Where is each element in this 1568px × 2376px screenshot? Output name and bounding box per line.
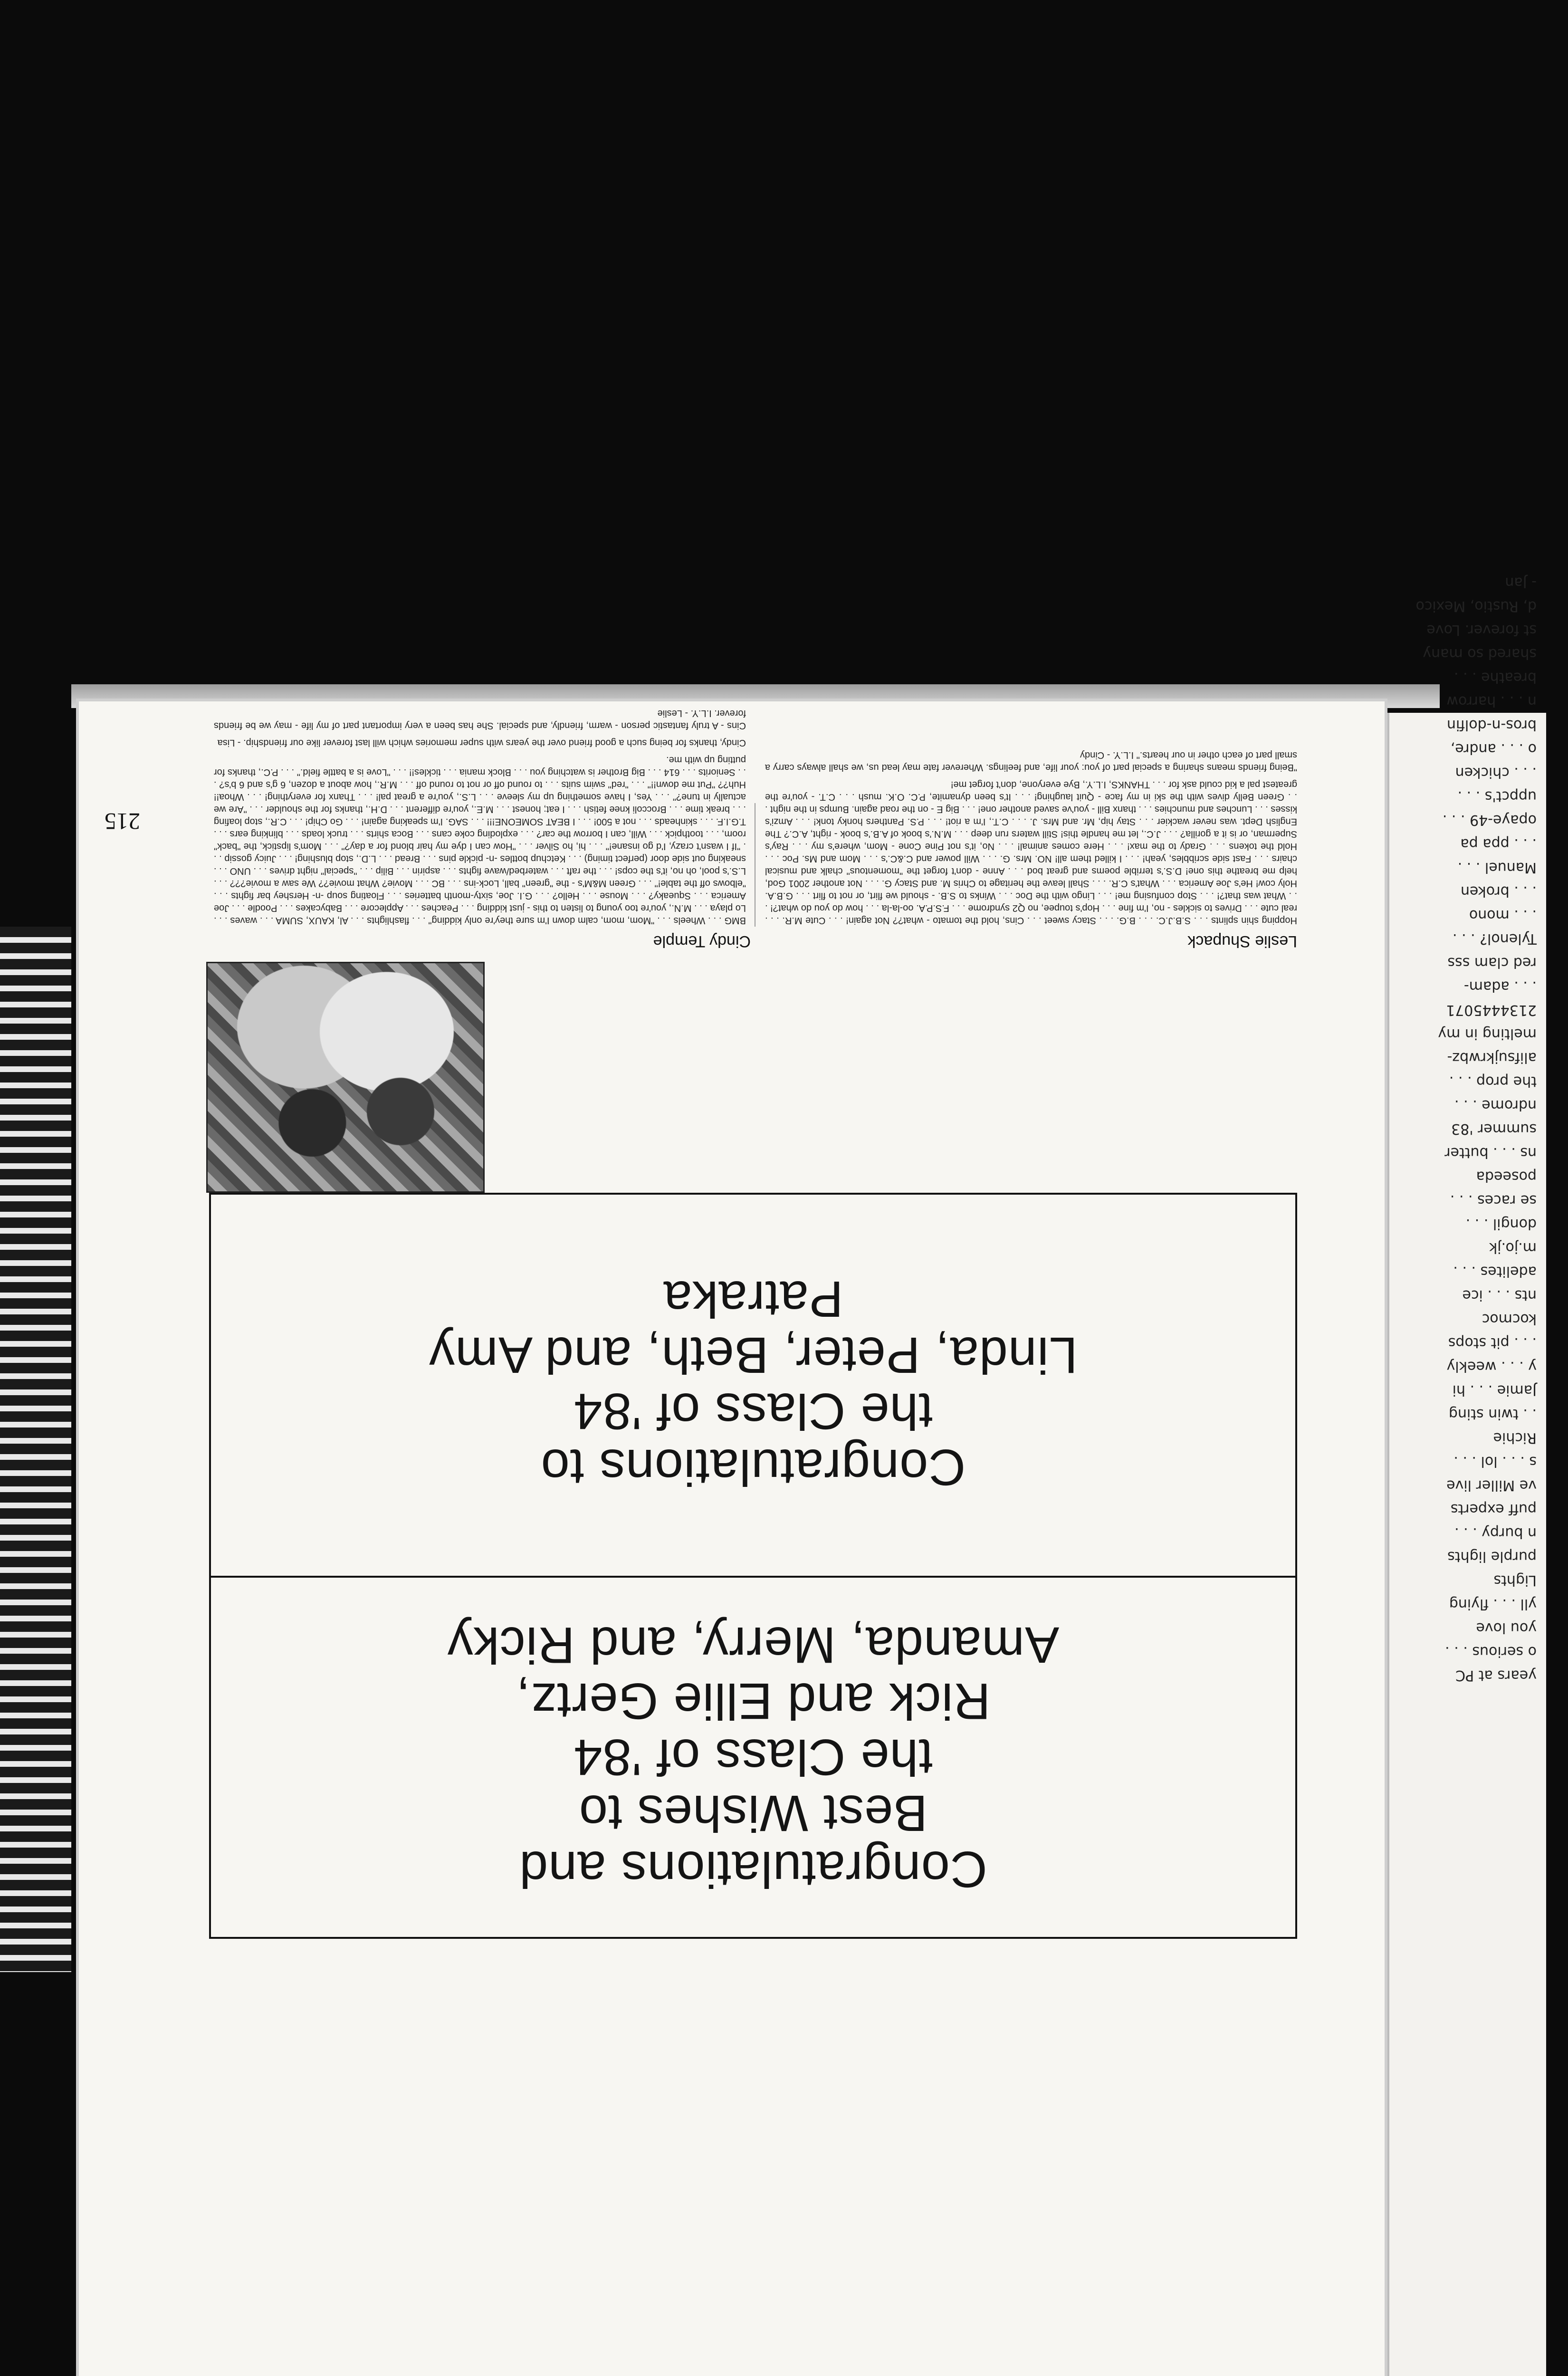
facing-page-line: 2134445071 [1446,1002,1537,1018]
page-number: 215 [105,808,140,835]
facing-page-line: alifsujkrwbz- [1447,1049,1537,1066]
tribute-paragraph: Cins - A truly fantastic person - warm, friendly, and special. She has been a very important part of my life - may we be friends forever. I.L.Y. - Leslie [214,708,746,731]
facing-page-line: years at PC [1455,1667,1537,1684]
tribute-paragraph: BMG . . . Wheels . . . "Mom, mom, calm down I'm sure they're only kidding" . . . flashlights . . . Al, KAUX, SUMA . . . waves . . . Lo playa . . . M.N., you're too young to listen to this - just kidding . . . Peaches . . . Applecore . . . Babycakes . . . Poodle . . . Joe America . . . Squeaky? . . . Mouse . . . Hello? . . . G.I. Joe, sixty-month batteries . . . Floating soup -n- Hershey bar fights . . . "elbows off the table!" . . . Green M&M's - the "green" ball, Lock-ins . . . BC . . . Movie? What movie?? We saw a movie??? . . . L.S.'s pool, oh no, it's the cops! . . . the raft . . . waterbed/wave fights . . . aspirin . . . Bilip . . . "special" night drives . . . UNO . . . sneaking out side door (perfect timing) . . . Ketchup bottles -n- pickle pins . . . Bread . . . L.D., stop blushing! . . . Juicy gossip . . . "If I wasn't crazy, I'd go insane!" . . . hi, ho Silver . . . "How can I dye my hair blond for a day?" . . . Mom's lipstick, the "back" room, . . . toothpick . . . Will, can I borrow the car? . . . exploding coke cans . . . Boca shirts . . . truck loads . . . blinking ears . . . T.G.I.F. . . . skinheads . . . not a 500! . . . I BEAT SOMEONE!!! . . . SAG. I'm speaking again! . . . Go Chip! . . . C.R., stop loafing . . . break time . . . Broccoli knee fetish . . . I eat; honest . . . M.E., you're different . . . D.H., thanks for the shoulder . . . "Are we actually in tune?" . . . Yes, I have something up my sleeve . . . L.S., you're a great pal! . . . Thanx for everything! . . . Whoa!! Huh?? "Put me down!!" . . . "red" swim suits . . . to round off or not to round off . . . M.R., how about a dozen, 6 g's and 6 b's? . . . Seniorits . . . 614 . . . Big Brother is watching you . . . Block mania . . . tickles!! . . . "Love is a battle field." . . . P.C., thanks for putting up with me. [214,755,746,926]
tribute-column-left [765,744,1297,927]
facing-page-line: y . . . weekly [1446,1358,1537,1375]
facing-page-line: Jamie . . . hi [1452,1382,1537,1399]
facing-page-line: s . . . lol . . . [1453,1453,1537,1470]
facing-page [1387,574,1546,2376]
ad-line: Congratulations to [540,1439,966,1496]
facing-page-line: . . . broken [1460,883,1537,900]
facing-page-line: n . . . harrow [1446,693,1537,709]
facing-page-line: d, Rustio, Mexico [1415,598,1537,614]
facing-page-line: Richie [1493,1429,1537,1446]
facing-page-line: shared so many [1423,645,1537,662]
facing-page-line: o . . . andre, [1450,740,1537,757]
ad-line: Rick and Ellie Gertz, [516,1673,991,1730]
ad-line: Amanda, Merry, and Ricky [447,1617,1060,1674]
yearbook-page [76,699,1387,2376]
ad-line: Congratulations and [519,1841,987,1898]
ad-line: Best Wishes to [578,1785,928,1842]
ad-gertz [211,1576,1295,1937]
facing-page-line: ns . . . butter [1444,1144,1537,1161]
facing-page-line: - Jan [1505,574,1537,591]
tribute-paragraph: Hopping shin splints . . . S.B.J.C. . . . B.G. . . . Stacy sweet . . . Cins, hold the tomato - what?? Not again! . . . Cute M.R. . . . real cute . . . Drives to sickles - no, I'm fine . . . Hop's toupee, no Q2 syndrome . . . F.S.P.A. oo-la-la . . . how do you do what?! . . . What was that?! . . . Stop confusing me! . . . Lingo with the Doc . . . Winks to S.B. - should we flirt, or not to flirt . . . G.B.A. Holy cow! He's Joe America . . . What's C.R. . . . Shall leave the heritage to Chris M. and Stacy G. . . . Not another 2001 God, help me breathe this one! D.S.'s terrible poems and great bod . . . Anne - don't forget the "momentous" chalk and musical chairs . . . Fast side scribbles, yeah! . . . I killed them all! NO. Mrs. G. . . . Will power and C.&C.'s . . . Mom and Ms. Poc . . . Hold the tokens . . . Grady to the max! . . . Here comes animal! . . . No, it's not Pine Cone - Mom, where's my . . . Ray's Superman, or is it a gorilla? . . . J.C., let me handle this! Still waters run deep . . . M.N.'s book of A.B.'s book - right, A.C.? The English Dept. was never wackier . . . Stay hip, Mr. and Mrs. J. . . . C.T., I'm a riot! . . . P.S. Panthers honky tonk! . . . Amzi's kisses . . . Lunches and munchies . . . thanx Bill - you've saved another one! . . . Big E - on the road again. Bumps in the night . . . Green Belly dives with the ski in my face - Quit laughing! . . . It's been dynamite, P.C. O.K. mush . . . C.T. - you're the greatest pal a kid could ask for . . . THANKS, I.L.Y., Bye everyone, don't forget me! [765,779,1297,926]
caption-cindy: Cindy Temple [653,932,751,950]
facing-page-line: . . . chicken [1455,764,1537,781]
facing-page-line: melting in my [1438,1025,1537,1042]
ad-line: the Class of '84 [573,1729,933,1786]
facing-page-line: o serious . . . [1445,1643,1537,1660]
facing-page-line: . . . pit stops [1448,1334,1537,1351]
ad-patraka [211,1191,1295,1576]
facing-page-line: uppct's . . . [1457,788,1537,805]
caption-leslie: Leslie Shupack [1187,932,1297,950]
facing-page-line: puff experts [1450,1501,1537,1517]
facing-page-line: ndrome . . . [1454,1097,1537,1113]
facing-page-line: . . twin sting [1448,1406,1537,1422]
tribute-column-right [214,702,746,927]
facing-page-line: kocmoc [1482,1311,1537,1327]
tribute-section [209,708,1297,1193]
facing-page-line: . . . mono [1469,907,1537,923]
ad-line: Linda, Peter, Beth, and Amy [429,1327,1078,1384]
facing-page-line: Tylenol? . . . [1452,930,1537,947]
facing-page-line: purple lights [1447,1548,1537,1565]
facing-page-line: the prop . . . [1449,1073,1537,1090]
binding-strip [0,927,71,1972]
facing-page-line: red clam sss [1447,954,1537,971]
facing-page-line: se races . . . [1450,1192,1537,1208]
facing-page-line: . . . adam- [1463,978,1537,995]
facing-page-line: m.jo.jk [1489,1239,1537,1256]
facing-page-line: n burpy . . . [1454,1524,1537,1541]
ad-line: the Class of '84 [573,1383,933,1440]
facing-page-line: Lights [1493,1572,1537,1589]
facing-page-line: poseeda [1476,1168,1537,1185]
facing-page-line: summer '83 [1451,1121,1537,1137]
facing-page-line: adelites . . . [1453,1263,1537,1280]
facing-page-line: opaye-49 . . . [1442,812,1537,828]
rotated-page-content [76,699,1387,2376]
facing-page-line: yll . . . flying [1449,1596,1537,1612]
facing-page-line: nts . . . ice [1462,1287,1537,1303]
facing-page-line: you love [1476,1619,1537,1636]
facing-page-line: breathe . . . [1453,669,1537,686]
ad-stack [209,1193,1297,1939]
facing-page-line: Manuel . . . [1457,859,1537,876]
facing-page-line: dongil . . . [1465,1216,1537,1232]
tribute-paragraph: "Being friends means sharing a special part of you: your life, and feelings. Wherever fate may lead us, we shall always carry a small part of each other in our hearts." I.L.Y. - Cindy [765,750,1297,773]
facing-page-line: st forever. Love [1426,622,1537,638]
tribute-photo [206,962,485,1193]
ad-line: Patraka [663,1271,843,1328]
facing-page-line: ve Miller live [1446,1477,1537,1494]
facing-page-line: . . . ppa pa [1460,835,1537,852]
tribute-paragraph: Cindy, thanks for being such a good friend over the years with super memories which will last forever like our friendship. - Lisa [217,738,746,748]
facing-page-line: bros-n-dolfin [1446,717,1537,733]
